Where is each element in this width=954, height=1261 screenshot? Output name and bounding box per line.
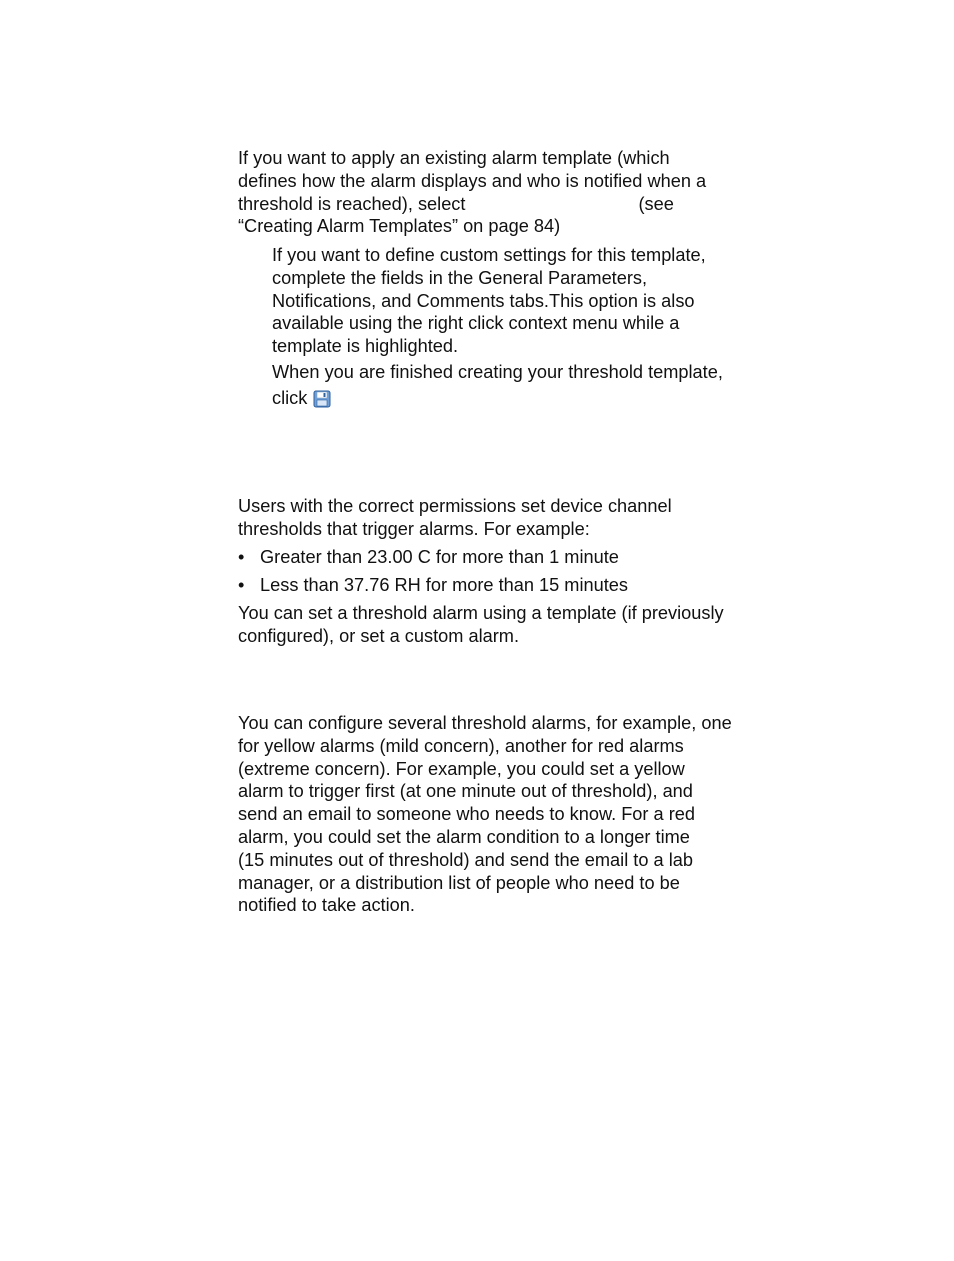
- text-line: send an email to someone who needs to know. For a red: [238, 804, 695, 825]
- apply-template-paragraph: [238, 147, 706, 238]
- bullet-marker: •: [238, 575, 245, 595]
- bullet-item: [238, 574, 628, 597]
- bullet-text: Less than 37.76 RH for more than 15 minutes: [260, 575, 628, 595]
- text-line: available using the right click context menu while a: [272, 313, 680, 334]
- text-line: If you want to define custom settings for this template,: [272, 245, 706, 265]
- bullet-item: [238, 546, 619, 569]
- text-line: (15 minutes out of threshold) and send the email to a lab: [238, 849, 693, 870]
- text-line: If you want to apply an existing alarm template (which: [238, 148, 670, 168]
- bullet-marker: •: [238, 547, 245, 567]
- text-line: defines how the alarm displays and who is notified when a: [238, 170, 707, 191]
- text-line: When you are finished creating your threshold template,: [272, 362, 723, 382]
- thresholds-outro: [238, 602, 724, 648]
- text-line: (extreme concern). For example, you could set a yellow: [238, 758, 685, 779]
- custom-settings-paragraph: [272, 244, 706, 358]
- text-line: Users with the correct permissions set device channel: [238, 496, 672, 516]
- text-line-select: [238, 193, 706, 216]
- multiple-alarms-paragraph: [238, 712, 732, 917]
- text-line-click: [272, 387, 723, 414]
- text-fragment: (see: [638, 193, 674, 214]
- text-fragment: click: [272, 387, 308, 408]
- text-line: You can configure several threshold alarms, for example, one: [238, 713, 732, 733]
- text-line: Notifications, and Comments tabs.This option is also: [272, 290, 695, 311]
- text-line: template is highlighted.: [272, 336, 459, 357]
- text-line: manager, or a distribution list of people who need to be: [238, 872, 680, 893]
- finish-paragraph: [272, 361, 723, 414]
- text-line: alarm, you could set the alarm condition to a longer time: [238, 826, 690, 847]
- text-line: You can set a threshold alarm using a template (if previously: [238, 603, 724, 623]
- text-line: configured), or set a custom alarm.: [238, 625, 520, 646]
- save-icon: [313, 390, 331, 414]
- cross-reference-link[interactable]: “Creating Alarm Templates” on page 84): [238, 216, 561, 237]
- text-line: alarm to trigger first (at one minute out of threshold), and: [238, 781, 693, 802]
- text-line: notified to take action.: [238, 895, 415, 916]
- bullet-text: Greater than 23.00 C for more than 1 minute: [260, 547, 619, 567]
- text-line: for yellow alarms (mild concern), another for red alarms: [238, 735, 684, 756]
- thresholds-intro: [238, 495, 672, 541]
- text-line: complete the fields in the General Parameters,: [272, 267, 648, 288]
- text-fragment: threshold is reached), select: [238, 193, 466, 214]
- text-line: thresholds that trigger alarms. For example:: [238, 518, 590, 539]
